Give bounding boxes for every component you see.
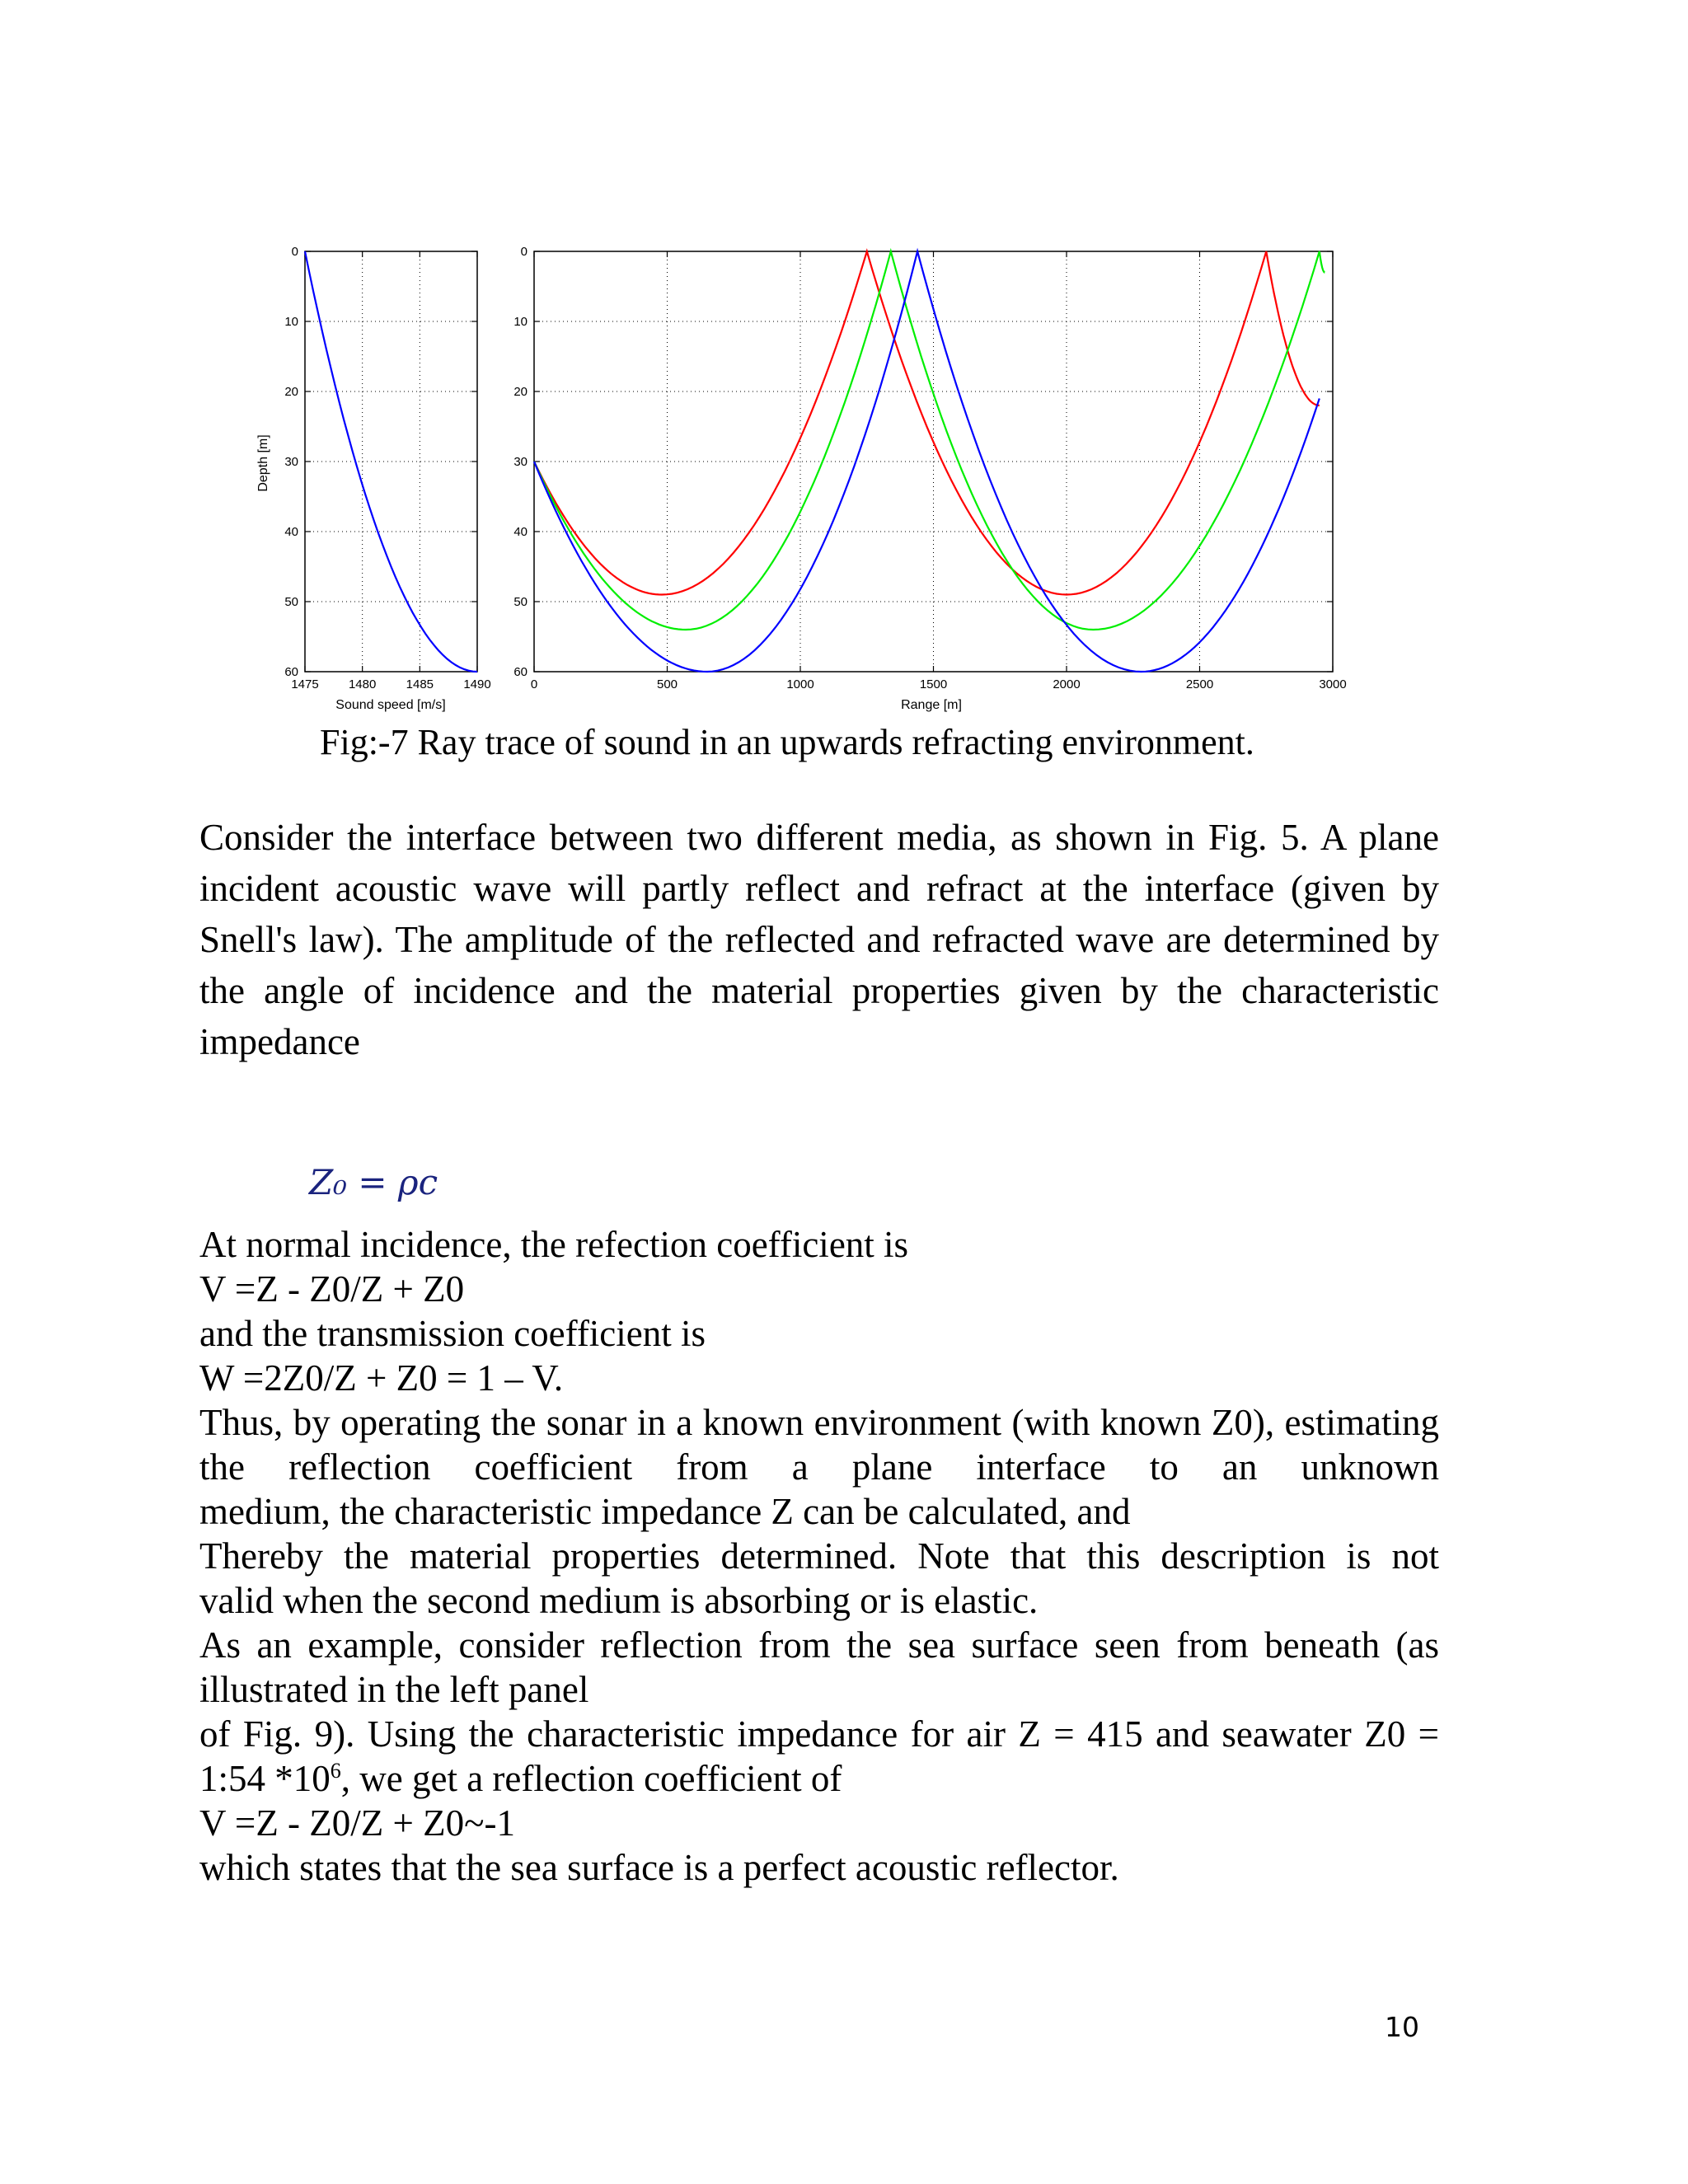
y-tick-label: 50 [284, 595, 298, 609]
x-tick-label: 1480 [348, 677, 377, 691]
x-tick-label: 1500 [919, 677, 948, 691]
text-line: medium, the characteristic impedance Z can be calculated, and [199, 1491, 1131, 1532]
y-tick-label: 40 [284, 525, 298, 539]
y-tick-label: 30 [284, 455, 298, 469]
text-line: V =Z - Z0/Z + Z0~-1 [199, 1802, 515, 1844]
y-tick-label: 60 [284, 665, 298, 679]
axes-frame [305, 251, 477, 672]
y-tick-label: 40 [513, 525, 528, 539]
y-tick-label: 10 [284, 315, 298, 329]
x-tick-label: 500 [656, 677, 678, 691]
y-tick-label: 0 [291, 245, 298, 259]
ray-trace-figure [0, 0, 1688, 725]
text-line: Thus, by operating the sonar in a known environment (with known Z0), estimating the reflection coefficient from a plane interface to an unknown [199, 1402, 1439, 1488]
text-line: W =2Z0/Z + Z0 = 1 – V. [199, 1357, 564, 1399]
impedance-formula: Z₀ = ρc [309, 1162, 438, 1202]
text-line [199, 1756, 1439, 1801]
text-line: valid when the second medium is absorbing or is elastic. [199, 1580, 1039, 1621]
x-tick-label: 1475 [291, 677, 319, 691]
text-span: 1:54 *10 [199, 1758, 331, 1799]
text-line: As an example, consider reflection from the sea surface seen from beneath (as [199, 1624, 1439, 1666]
series-line [534, 251, 1320, 672]
text-line: illustrated in the left panel [199, 1669, 589, 1710]
text-line: At normal incidence, the refection coefficient is [199, 1224, 909, 1265]
x-tick-label: 1485 [406, 677, 434, 691]
x-tick-label: 2500 [1185, 677, 1214, 691]
y-tick-label: 50 [513, 595, 528, 609]
y-tick-label: 60 [513, 665, 528, 679]
x-tick-label: 1000 [786, 677, 814, 691]
text-line: V =Z - Z0/Z + Z0 [199, 1268, 465, 1310]
paragraph-interface: Consider the interface between two different media, as shown in Fig. 5. A plane incident acoustic wave will partly reflect and refract at the interface (given by Snell's law). The amplitude of the reflected and refracted wave are determined by the angle of incidence and the material properties given by the characteristic impedance [199, 817, 1439, 1062]
y-tick-label: 20 [284, 385, 298, 399]
text-line: Thereby the material properties determined. Note that this description is not [199, 1535, 1439, 1577]
x-tick-label: 3000 [1319, 677, 1347, 691]
y-tick-label: 20 [513, 385, 528, 399]
text-line: and the transmission coefficient is [199, 1313, 706, 1354]
text-line: which states that the sea surface is a perfect acoustic reflector. [199, 1847, 1119, 1888]
paragraph-coefficients [199, 1222, 1439, 1890]
left-ylabel: Depth [m] [256, 434, 270, 492]
superscript: 6 [330, 1759, 341, 1783]
x-tick-label: 0 [530, 677, 538, 691]
right-xlabel: Range [m] [901, 698, 962, 712]
series-line [305, 251, 477, 672]
figure-caption: Fig:-7 Ray trace of sound in an upwards refracting environment. [320, 722, 1254, 762]
text-line: of Fig. 9). Using the characteristic impedance for air Z = 415 and seawater Z0 = [199, 1713, 1439, 1755]
y-tick-label: 30 [513, 455, 528, 469]
x-tick-label: 1490 [463, 677, 491, 691]
y-tick-label: 10 [513, 315, 528, 329]
ray-trace-panel [513, 245, 1346, 691]
page-number: 10 [1385, 2011, 1419, 2043]
x-tick-label: 2000 [1053, 677, 1081, 691]
sound-speed-panel [284, 245, 490, 691]
left-xlabel: Sound speed [m/s] [335, 698, 446, 712]
y-tick-label: 0 [520, 245, 528, 259]
text-span: , we get a reflection coefficient of [340, 1758, 842, 1799]
series-line [534, 251, 1325, 630]
